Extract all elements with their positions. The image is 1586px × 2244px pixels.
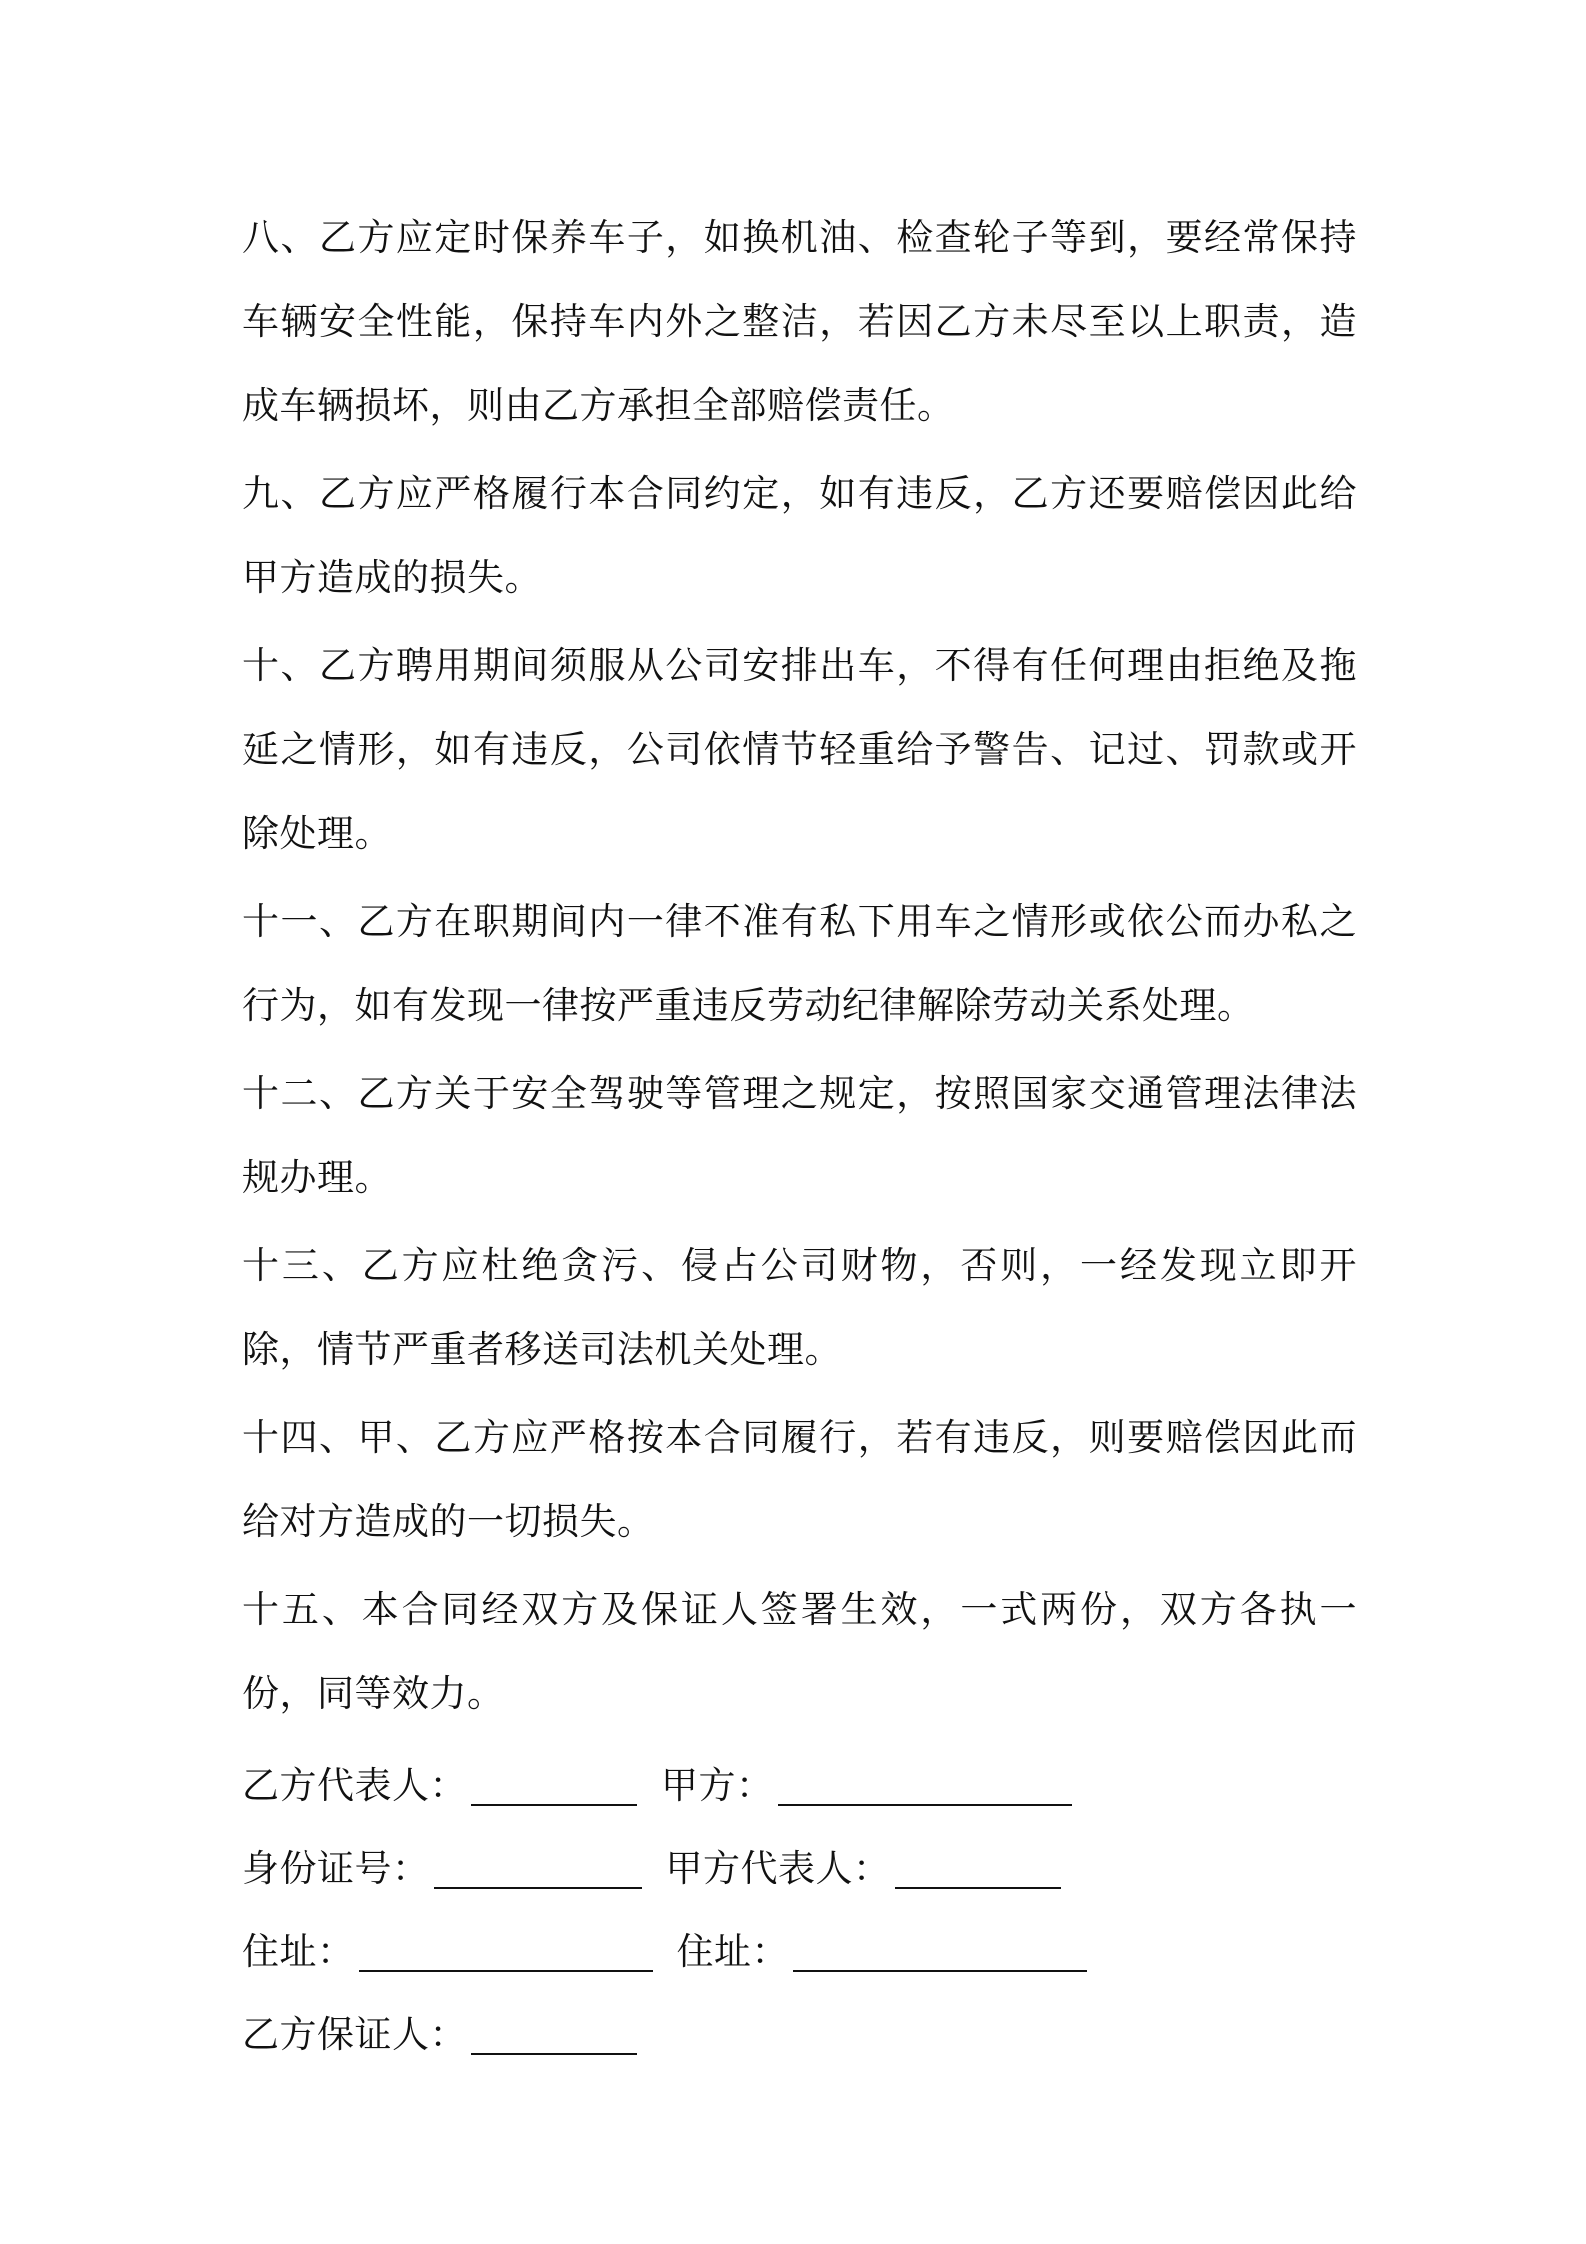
party-b-rep-blank[interactable] — [471, 1770, 637, 1806]
address-a-label: 住址： — [676, 1929, 789, 1973]
clause-11: 十一、乙方在职期间内一律不准有私下用车之情形或依公而办私之行为，如有发现一律按严重违反劳动纪律解除劳动关系处理。 — [242, 900, 1357, 1027]
address-a-field — [677, 1921, 1088, 1975]
party-a-field — [661, 1755, 1072, 1809]
party-a-rep-label: 甲方代表人： — [665, 1846, 891, 1890]
signature-row-3 — [242, 1906, 1357, 1989]
clause-14: 十四、甲、乙方应严格按本合同履行，若有违反，则要赔偿因此而给对方造成的一切损失。 — [242, 1416, 1357, 1543]
contract-body — [242, 196, 1357, 2072]
party-b-guarantor-field — [242, 2004, 637, 2058]
party-a-rep-blank[interactable] — [895, 1853, 1061, 1889]
clause-13: 十三、乙方应杜绝贪污、侵占公司财物，否则，一经发现立即开除，情节严重者移送司法机关处理。 — [242, 1244, 1357, 1371]
party-a-rep-field — [666, 1838, 1061, 1892]
address-b-blank[interactable] — [359, 1936, 653, 1972]
signature-block — [242, 1740, 1357, 2072]
clause-15: 十五、本合同经双方及保证人签署生效，一式两份，双方各执一份，同等效力。 — [242, 1588, 1357, 1715]
address-b-field — [242, 1921, 653, 1975]
id-number-label: 身份证号： — [242, 1846, 430, 1890]
party-b-rep-field — [242, 1755, 637, 1809]
signature-row-4 — [242, 1989, 1357, 2072]
address-b-label: 住址： — [242, 1929, 355, 1973]
party-b-guarantor-label: 乙方保证人： — [242, 2012, 467, 2056]
party-a-label: 甲方： — [661, 1763, 774, 1807]
party-b-guarantor-blank[interactable] — [471, 2019, 637, 2055]
id-number-blank[interactable] — [434, 1853, 642, 1889]
id-number-field — [242, 1838, 642, 1892]
clause-10: 十、乙方聘用期间须服从公司安排出车，不得有任何理由拒绝及拖延之情形，如有违反，公司依情节轻重给予警告、记过、罚款或开除处理。 — [242, 644, 1357, 855]
signature-row-1 — [242, 1740, 1357, 1823]
clause-9: 九、乙方应严格履行本合同约定，如有违反，乙方还要赔偿因此给甲方造成的损失。 — [242, 472, 1357, 599]
signature-row-2 — [242, 1823, 1357, 1906]
clause-8: 八、乙方应定时保养车子，如换机油、检查轮子等到，要经常保持车辆安全性能，保持车内外之整洁，若因乙方未尽至以上职责，造成车辆损坏，则由乙方承担全部赔偿责任。 — [242, 216, 1357, 427]
clause-12: 十二、乙方关于安全驾驶等管理之规定，按照国家交通管理法律法规办理。 — [242, 1072, 1357, 1199]
party-b-rep-label: 乙方代表人： — [242, 1763, 467, 1807]
address-a-blank[interactable] — [793, 1936, 1087, 1972]
party-a-blank[interactable] — [778, 1770, 1072, 1806]
